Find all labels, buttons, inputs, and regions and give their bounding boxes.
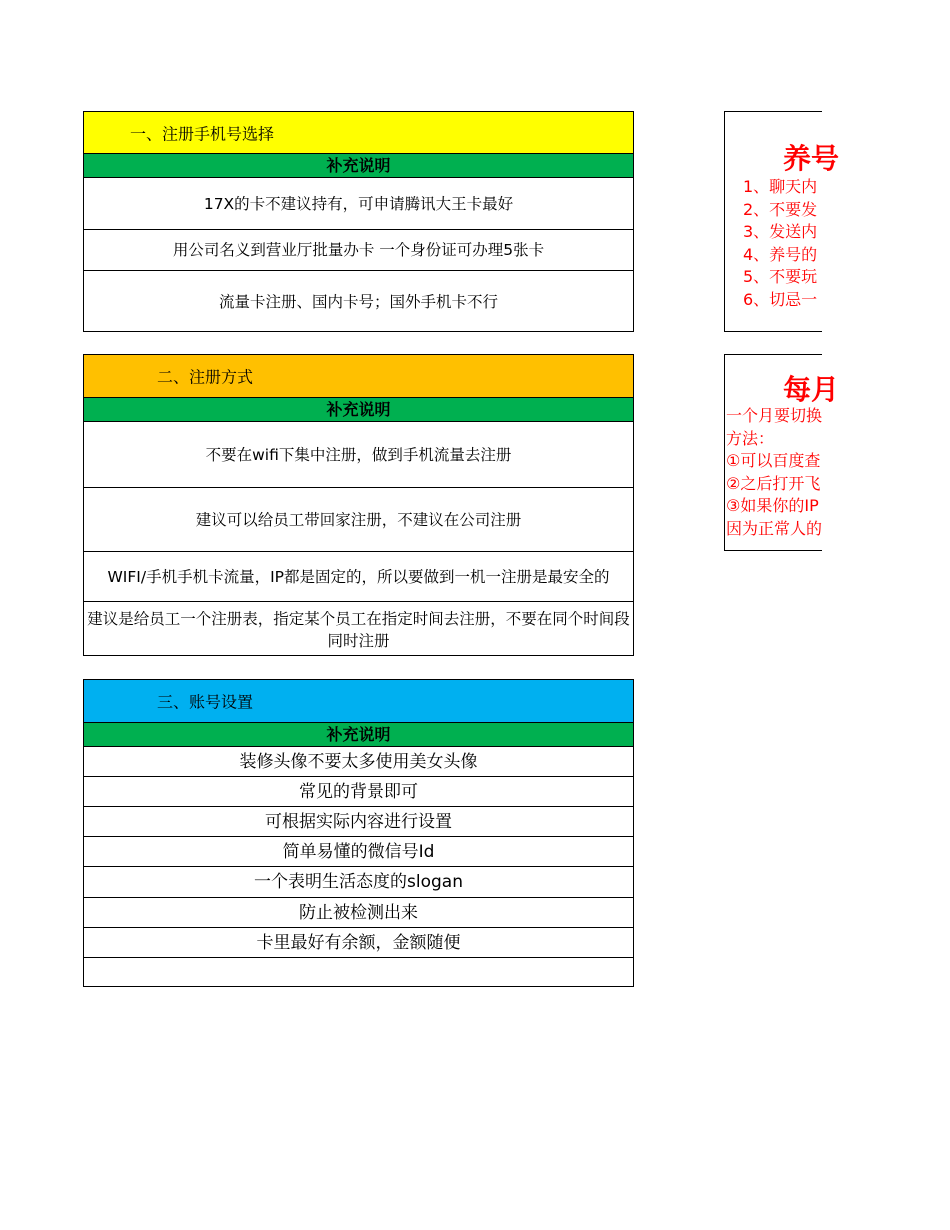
box-lines: [743, 176, 817, 311]
section-account-settings: [83, 679, 634, 987]
tip-line: ③如果你的IP: [726, 496, 819, 515]
box-title: 养号: [783, 142, 840, 175]
table-row: WIFI/手机手机卡流量，IP都是固定的，所以要做到一机一注册是最安全的: [84, 552, 633, 602]
tip-line: 方法：: [726, 428, 775, 448]
table-row: 装修头像不要太多使用美女头像: [84, 747, 633, 777]
tip-line: 4、养号的: [743, 244, 818, 264]
tip-line: 2、不要发: [743, 199, 818, 219]
section-title: 一、注册手机号选择: [130, 124, 275, 143]
tip-line: 5、不要玩: [743, 267, 818, 286]
table-row: 流量卡注册、国内卡号；国外手机卡不行: [218, 292, 498, 311]
section-registration-method: [83, 354, 634, 656]
table-row: 建议可以给员工带回家注册，不建议在公司注册: [84, 488, 633, 552]
box-title: 每月: [783, 373, 840, 406]
section-title: 三、账号设置: [157, 692, 254, 712]
tip-line: ①可以百度查: [726, 451, 821, 470]
tip-line: 6、切忌一: [743, 289, 818, 309]
tip-line: 1、聊天内: [743, 177, 818, 196]
section-header: [84, 112, 633, 154]
tip-line: 因为正常人的: [726, 518, 823, 538]
section-phone-selection: [83, 111, 634, 332]
sub-header: 补充说明: [84, 723, 633, 747]
table-row: 简单易懂的微信号Id: [84, 837, 633, 867]
section-header: [84, 355, 633, 398]
table-row: [84, 958, 633, 988]
table-row: 可根据实际内容进行设置: [84, 807, 633, 837]
sub-header: 补充说明: [84, 154, 633, 178]
sub-header: 补充说明: [84, 398, 633, 422]
section-title: 二、注册方式: [157, 367, 254, 387]
table-row: 常见的背景即可: [84, 777, 633, 807]
table-row: 一个表明生活态度的slogan: [84, 867, 633, 898]
section-header: [84, 680, 633, 723]
table-row: 卡里最好有余额，金额随便: [84, 928, 633, 958]
box-lines: [726, 405, 822, 540]
monthly-tips-box: [724, 354, 840, 551]
table-row: 用公司名义到营业厅批量办卡 一个身份证可办理5张卡: [84, 230, 633, 271]
tip-line: ②之后打开飞: [726, 473, 821, 493]
table-row: 建议是给员工一个注册表，指定某个员工在指定时间去注册，不要在同个时间段同时注册: [87, 609, 630, 650]
tip-line: 3、发送内: [743, 222, 818, 241]
table-row: 防止被检测出来: [84, 898, 633, 928]
table-row: 17X的卡不建议持有，可申请腾讯大王卡最好: [84, 178, 633, 230]
table-row: 不要在wifi下集中注册，做到手机流量去注册: [84, 422, 633, 488]
nurturing-tips-box: [724, 111, 840, 332]
tip-line: 一个月要切换: [726, 406, 823, 425]
